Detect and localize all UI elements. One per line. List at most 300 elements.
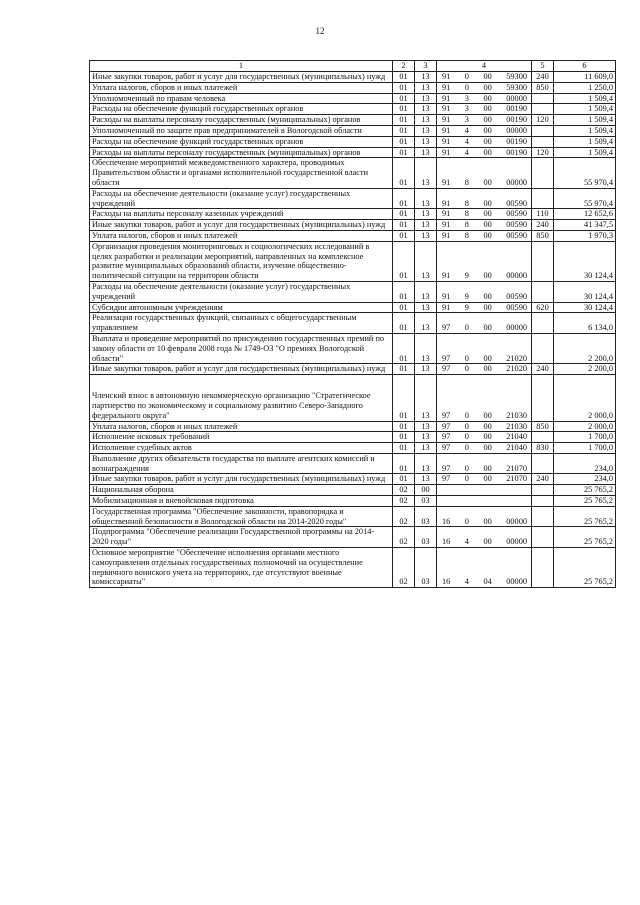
code-subprogram: 8 [464,209,469,219]
code-program: 91 [442,220,451,230]
amount: 1 509,4 [554,136,616,147]
code-subprogram: 0 [464,323,469,333]
subsection-code: 13 [415,147,437,158]
section-code: 01 [393,453,415,474]
target-article-code [437,72,532,83]
subsection-code: 13 [415,432,437,443]
section-code: 01 [393,474,415,485]
target-article-code [437,443,532,454]
amount: 2 000,0 [554,421,616,432]
expense-type-code [532,485,554,496]
code-program: 97 [442,432,451,442]
target-article-code [437,93,532,104]
row-description: Государственная программа "Обеспечение законности, правопорядка и общественной безопасности в Вологодской области на 2014-2020 годы" [90,506,393,527]
column-header: 5 [532,61,554,72]
row-description: Уплата налогов, сборов и иных платежей [90,421,393,432]
section-code: 01 [393,188,415,209]
subsection-code: 13 [415,302,437,313]
target-article-parts [439,292,529,302]
code-program: 91 [442,147,451,157]
row-description: Мобилизационная и вневойсковая подготовка [90,496,393,507]
table-row [90,443,616,454]
table-row [90,147,616,158]
target-article-parts [439,303,529,313]
code-expense: 00190 [506,104,527,114]
target-article-code [437,104,532,115]
target-article-code [437,220,532,231]
code-program: 91 [442,230,451,240]
code-expense: 21040 [506,443,527,453]
code-subprogram: 4 [464,147,469,157]
code-expense: 00000 [506,177,527,187]
subsection-code: 13 [415,188,437,209]
table-row [90,188,616,209]
target-article-parts [439,209,529,219]
code-expense: 00590 [506,230,527,240]
target-article-parts [439,271,529,281]
row-description: Организация проведения мониторинговых и социологических исследований в целях разработки и реализации мероприятий, направленных на комплексное развитие муниципальных образований области, изучение общественно-политической ситуации на территории области [90,241,393,281]
target-article-parts [439,577,529,587]
subsection-code: 13 [415,281,437,302]
code-expense: 00000 [506,577,527,587]
code-program: 91 [442,209,451,219]
amount: 55 970,4 [554,188,616,209]
table-row [90,453,616,474]
target-article-code [437,115,532,126]
row-description: Исполнение исковых требований [90,432,393,443]
code-expense: 21040 [506,432,527,442]
code-direction: 00 [483,291,492,301]
section-code: 01 [393,443,415,454]
table-row [90,313,616,334]
code-subprogram: 0 [464,432,469,442]
subsection-code: 13 [415,136,437,147]
row-description: Иные закупки товаров, работ и услуг для государственных (муниципальных) нужд [90,364,393,375]
target-article-code [437,432,532,443]
amount: 2 200,0 [554,364,616,375]
table-row [90,496,616,507]
table-row [90,485,616,496]
code-subprogram: 0 [464,72,469,81]
code-expense: 21020 [506,353,527,363]
code-program: 97 [442,443,451,453]
row-description: Уполномоченный по защите прав предпринимателей в Вологодской области [90,125,393,136]
table-row [90,432,616,443]
code-program: 97 [442,463,451,473]
section-code: 01 [393,158,415,188]
table-row [90,230,616,241]
section-code: 01 [393,421,415,432]
code-subprogram: 9 [464,291,469,301]
amount: 25 765,2 [554,527,616,548]
table-row [90,506,616,527]
code-expense: 00590 [506,220,527,230]
code-expense: 00590 [506,291,527,301]
code-direction: 00 [483,271,492,281]
amount: 12 652,6 [554,209,616,220]
code-program: 16 [442,537,451,547]
code-program: 16 [442,516,451,526]
target-article-parts [439,537,529,547]
target-article-code [437,548,532,588]
code-expense: 00190 [506,136,527,146]
code-expense: 00000 [506,323,527,333]
code-subprogram: 3 [464,115,469,125]
amount: 234,0 [554,453,616,474]
code-subprogram: 0 [464,443,469,453]
code-direction: 00 [483,230,492,240]
amount: 6 134,0 [554,313,616,334]
expense-type-code: 830 [532,443,554,454]
column-header: 6 [554,61,616,72]
expense-type-code: 240 [532,474,554,485]
table-row [90,281,616,302]
expense-type-code: 850 [532,421,554,432]
subsection-code: 03 [415,506,437,527]
code-direction: 00 [483,516,492,526]
section-code: 01 [393,136,415,147]
code-expense: 00190 [506,147,527,157]
table-row [90,421,616,432]
expense-type-code [532,375,554,421]
section-code: 02 [393,548,415,588]
expense-type-code: 240 [532,72,554,83]
target-article-code [437,474,532,485]
amount: 25 765,2 [554,506,616,527]
code-subprogram: 4 [464,577,469,587]
target-article-code [437,527,532,548]
code-program: 91 [442,136,451,146]
target-article-code [437,313,532,334]
row-description: Исполнение судебных актов [90,443,393,454]
column-header: 2 [393,61,415,72]
target-article-parts [439,231,529,241]
code-subprogram: 3 [464,104,469,114]
table-row [90,333,616,363]
amount: 1 509,4 [554,115,616,126]
code-direction: 00 [483,410,492,420]
section-code: 02 [393,485,415,496]
row-description: Национальная оборона [90,485,393,496]
subsection-code: 13 [415,158,437,188]
target-article-parts [439,422,529,432]
code-direction: 00 [483,177,492,187]
expense-type-code: 110 [532,209,554,220]
code-program: 91 [442,115,451,125]
expense-type-code [532,136,554,147]
code-direction: 00 [483,537,492,547]
code-program: 91 [442,72,451,81]
target-article-code [437,230,532,241]
amount: 25 765,2 [554,496,616,507]
target-article-parts [439,364,529,374]
table-row [90,527,616,548]
subsection-code: 00 [415,485,437,496]
column-header: 1 [90,61,393,72]
code-direction: 00 [483,136,492,146]
row-description: Иные закупки товаров, работ и услуг для государственных (муниципальных) нужд [90,220,393,231]
code-direction: 00 [483,93,492,103]
section-code: 01 [393,220,415,231]
code-program: 91 [442,104,451,114]
amount: 30 124,4 [554,241,616,281]
code-expense: 00590 [506,209,527,219]
amount: 30 124,4 [554,281,616,302]
row-description: Иные закупки товаров, работ и услуг для государственных (муниципальных) нужд [90,474,393,485]
row-description: Расходы на выплаты персоналу государственных (муниципальных) органов [90,147,393,158]
table-row [90,375,616,421]
amount: 1 509,4 [554,104,616,115]
code-direction: 00 [483,302,492,312]
subsection-code: 13 [415,241,437,281]
section-code: 02 [393,496,415,507]
expense-type-code [532,93,554,104]
table-row [90,93,616,104]
subsection-code: 13 [415,209,437,220]
code-direction: 00 [483,198,492,208]
table-row [90,241,616,281]
target-article-code [437,496,532,507]
table-row [90,209,616,220]
target-article-code [437,136,532,147]
target-article-code [437,453,532,474]
table-row [90,115,616,126]
code-subprogram: 9 [464,271,469,281]
code-program: 97 [442,421,451,431]
subsection-code: 13 [415,453,437,474]
page-number: 12 [315,26,325,36]
row-description: Расходы на обеспечение функций государственных органов [90,136,393,147]
code-direction: 00 [483,104,492,114]
amount: 1 970,3 [554,230,616,241]
target-article-code [437,302,532,313]
amount: 1 509,4 [554,125,616,136]
code-direction: 00 [483,353,492,363]
section-code: 01 [393,115,415,126]
code-subprogram: 8 [464,230,469,240]
subsection-code: 13 [415,443,437,454]
amount: 25 765,2 [554,485,616,496]
code-direction: 00 [483,443,492,453]
code-expense: 21070 [506,463,527,473]
subsection-code: 03 [415,496,437,507]
code-direction: 00 [483,220,492,230]
subsection-code: 13 [415,375,437,421]
section-code: 01 [393,125,415,136]
code-program: 91 [442,302,451,312]
amount: 2 000,0 [554,375,616,421]
code-program: 91 [442,125,451,135]
target-article-parts [439,474,529,484]
amount: 234,0 [554,474,616,485]
target-article-parts [439,126,529,136]
target-article-code [437,333,532,363]
section-code: 01 [393,209,415,220]
section-code: 01 [393,333,415,363]
code-expense: 59300 [506,82,527,92]
code-program: 91 [442,271,451,281]
expense-type-code [532,158,554,188]
code-direction: 00 [483,432,492,442]
code-program: 91 [442,177,451,187]
section-code: 01 [393,93,415,104]
subsection-code: 13 [415,474,437,485]
target-article-code [437,281,532,302]
subsection-code: 13 [415,93,437,104]
code-subprogram: 8 [464,177,469,187]
target-article-parts [439,104,529,114]
amount: 55 970,4 [554,158,616,188]
section-code: 01 [393,82,415,93]
target-article-code [437,241,532,281]
target-article-code [437,158,532,188]
budget-table [89,60,616,588]
amount: 11 609,0 [554,72,616,83]
section-code: 01 [393,281,415,302]
row-description: Расходы на выплаты персоналу государственных (муниципальных) органов [90,115,393,126]
code-expense: 21030 [506,410,527,420]
row-description: Субсидии автономным учреждениям [90,302,393,313]
target-article-parts [439,323,529,333]
code-program: 91 [442,291,451,301]
code-direction: 00 [483,72,492,81]
row-description: Расходы на обеспечение функций государственных органов [90,104,393,115]
table-row [90,104,616,115]
section-code: 01 [393,364,415,375]
amount: 1 250,0 [554,82,616,93]
expense-type-code [532,496,554,507]
table-row [90,364,616,375]
target-article-parts [439,411,529,421]
target-article-parts [439,354,529,364]
subsection-code: 13 [415,82,437,93]
target-article-parts [439,220,529,230]
target-article-code [437,485,532,496]
code-expense: 21070 [506,474,527,484]
code-expense: 00000 [506,93,527,103]
code-subprogram: 9 [464,302,469,312]
target-article-code [437,421,532,432]
row-description: Уплата налогов, сборов и иных платежей [90,82,393,93]
code-expense: 59300 [506,72,527,81]
row-description: Расходы на обеспечение деятельности (оказание услуг) государственных учреждений [90,281,393,302]
amount: 25 765,2 [554,548,616,588]
code-program: 91 [442,82,451,92]
target-article-parts [439,72,529,82]
code-subprogram: 3 [464,93,469,103]
code-expense: 00190 [506,115,527,125]
code-program: 91 [442,93,451,103]
expense-type-code [532,432,554,443]
section-code: 02 [393,527,415,548]
subsection-code: 13 [415,230,437,241]
code-subprogram: 8 [464,220,469,230]
code-program: 97 [442,474,451,484]
column-header: 4 [437,61,532,72]
expense-type-code: 850 [532,230,554,241]
row-description: Основное мероприятие "Обеспечение исполнения органами местного самоуправления отдельных государственных полномочий на осуществление первичного воинского учета на территориях, где отсутствуют военные комиссариаты" [90,548,393,588]
section-code: 01 [393,72,415,83]
subsection-code: 13 [415,125,437,136]
amount: 1 700,0 [554,432,616,443]
code-program: 97 [442,410,451,420]
target-article-code [437,125,532,136]
amount: 1 509,4 [554,147,616,158]
table-header-row [90,61,616,72]
table-row [90,82,616,93]
target-article-parts [439,178,529,188]
target-article-parts [439,464,529,474]
table-row [90,72,616,83]
code-expense: 00000 [506,537,527,547]
subsection-code: 13 [415,313,437,334]
row-description: Выплата и проведение мероприятий по присуждению государственных премий по закону области от 10 февраля 2008 года № 1749-ОЗ "О премиях Вологодской области" [90,333,393,363]
code-subprogram: 8 [464,198,469,208]
section-code: 01 [393,375,415,421]
subsection-code: 13 [415,115,437,126]
subsection-code: 03 [415,527,437,548]
code-expense: 21030 [506,421,527,431]
target-article-code [437,209,532,220]
target-article-code [437,147,532,158]
expense-type-code: 240 [532,220,554,231]
subsection-code: 03 [415,548,437,588]
target-article-parts [439,443,529,453]
code-program: 97 [442,353,451,363]
code-direction: 00 [483,209,492,219]
table-row [90,302,616,313]
section-code: 01 [393,302,415,313]
code-program: 97 [442,323,451,333]
code-subprogram: 0 [464,474,469,484]
code-direction: 04 [483,577,492,587]
code-subprogram: 0 [464,82,469,92]
code-direction: 00 [483,82,492,92]
amount: 41 347,5 [554,220,616,231]
row-description: Иные закупки товаров, работ и услуг для государственных (муниципальных) нужд [90,72,393,83]
code-direction: 00 [483,463,492,473]
code-expense: 00590 [506,302,527,312]
target-article-code [437,364,532,375]
column-header: 3 [415,61,437,72]
expense-type-code [532,453,554,474]
code-expense: 00000 [506,125,527,135]
expense-type-code [532,313,554,334]
expense-type-code: 240 [532,364,554,375]
code-direction: 00 [483,115,492,125]
target-article-parts [439,517,529,527]
code-expense: 21020 [506,364,527,374]
code-program: 91 [442,198,451,208]
section-code: 01 [393,104,415,115]
code-subprogram: 0 [464,364,469,374]
code-program: 97 [442,364,451,374]
code-program: 16 [442,577,451,587]
expense-type-code [532,104,554,115]
expense-type-code: 120 [532,147,554,158]
target-article-parts [439,199,529,209]
code-direction: 00 [483,474,492,484]
row-description: Членский взнос в автономную некоммерческую организацию "Стратегическое партнерство по экономическому и социальному развитию Северо-Западного федерального округа" [90,375,393,421]
table-row [90,220,616,231]
code-subprogram: 4 [464,125,469,135]
subsection-code: 13 [415,104,437,115]
target-article-parts [439,83,529,93]
row-description: Выполнение других обязательств государства по выплате агентских комиссий и вознаграждения [90,453,393,474]
row-description: Расходы на выплаты персоналу казенных учреждений [90,209,393,220]
row-description: Расходы на обеспечение деятельности (оказание услуг) государственных учреждений [90,188,393,209]
row-description: Уполномоченный по правам человека [90,93,393,104]
